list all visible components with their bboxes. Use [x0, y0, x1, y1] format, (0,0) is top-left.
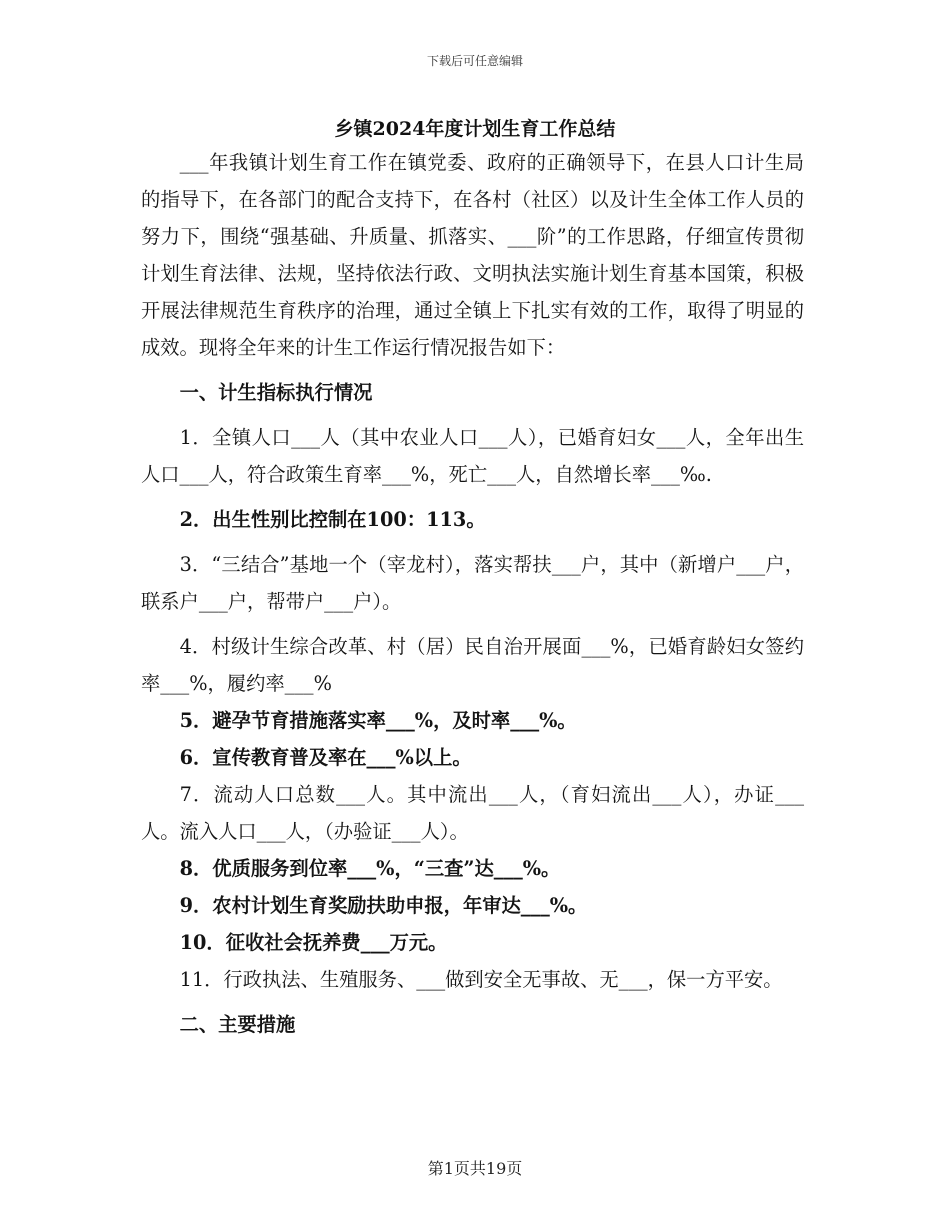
- section-heading-2: 二、主要措施: [179, 1013, 296, 1036]
- list-item-1: 1．全镇人口___人（其中农业人口___人），已婚育妇女___人，全年出生人口___人，符合政策生育率___%，死亡___人，自然增长率___‰.: [141, 426, 804, 486]
- list-item-3: 3．“三结合”基地一个（宰龙村），落实帮扶___户，其中（新增户___户，联系户___户，帮带户___户）。: [141, 553, 804, 613]
- list-item-7: 7．流动人口总数___人。其中流出___人，（育妇流出___人），办证___人。流入人口___人，（办验证___人）。: [141, 783, 804, 843]
- list-item-2: 2．出生性别比控制在100：113。: [179, 508, 486, 531]
- list-item-8: 8．优质服务到位率___%，“三查”达___%。: [179, 857, 561, 880]
- list-item-4: 4．村级计生综合改革、村（居）民自治开展面___%，已婚育龄妇女签约率___%，履约率___%: [141, 635, 804, 695]
- list-item-5: 5．避孕节育措施落实率___%，及时率___%。: [179, 709, 577, 732]
- document-title: 乡镇2024年度计划生育工作总结: [334, 118, 616, 140]
- list-item-6: 6．宣传教育普及率在___%以上。: [179, 746, 472, 769]
- page-number-footer: 第1页共19页: [427, 1159, 523, 1178]
- list-item-11: 11．行政执法、生殖服务、___做到安全无事故、无___，保一方平安。: [179, 968, 783, 991]
- section-heading-1: 一、计生指标执行情况: [179, 381, 373, 404]
- intro-paragraph: ___年我镇计划生育工作在镇党委、政府的正确领导下，在县人口计生局的指导下，在各部门的配合支持下，在各村（社区）以及计生全体工作人员的努力下，围绕“强基础、升质量、抓落实、___阶”的工作思路，仔细宣传贯彻计划生育法律、法规，坚持依法行政、文明执法实施计划生育基本国策，积极开展法律规范生育秩序的治理，通过全镇上下扎实有效的工作，取得了明显的成效。现将全年来的计生工作运行情况报告如下：: [141, 151, 804, 359]
- document-body: [141, 144, 804, 1043]
- list-item-9: 9．农村计划生育奖励扶助申报，年审达___%。: [179, 894, 588, 917]
- list-item-10: 10．征收社会抚养费___万元。: [179, 931, 448, 954]
- header-note: 下载后可任意编辑: [426, 54, 523, 68]
